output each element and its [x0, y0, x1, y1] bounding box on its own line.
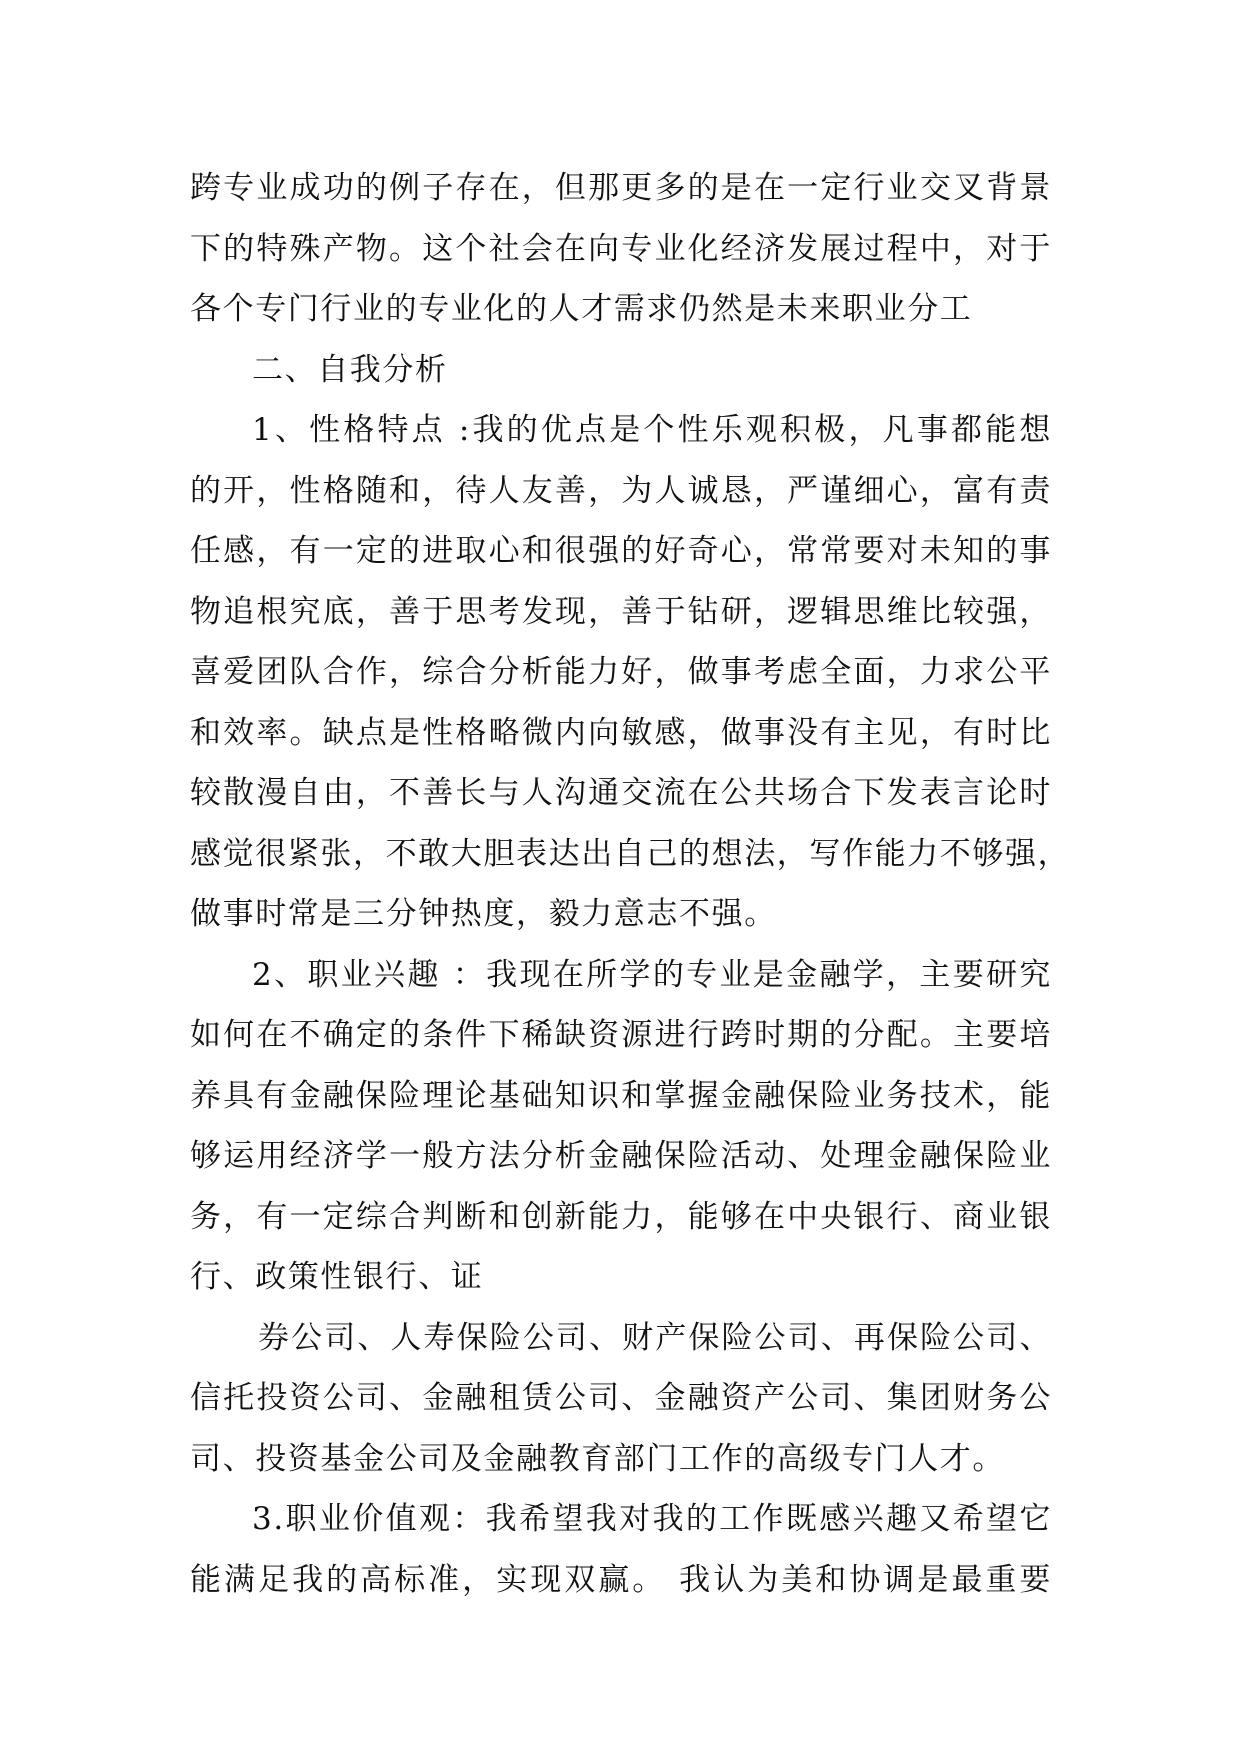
text-line: 和效率。缺点是性格略微内向敏感，做事没有主见，有时比 [190, 714, 1052, 751]
text-line: 能满足我的高标准，实现双赢。 我认为美和协调是最重要 [190, 1561, 1052, 1598]
text-line: 信托投资公司、金融租赁公司、金融资产公司、集团财务公 [190, 1380, 1052, 1416]
text-line: 券公司、人寿保险公司、财产保险公司、再保险公司、 [258, 1319, 1052, 1356]
text-line: 养具有金融保险理论基础知识和掌握金融保险业务技术，能 [190, 1077, 1052, 1114]
text-line: 1、性格特点 :我的优点是个性乐观积极，凡事都能想 [252, 412, 1052, 448]
text-line: 做事时常是三分钟热度，毅力意志不强。 [190, 896, 777, 932]
text-line: 各个专门行业的专业化的人才需求仍然是未来职业分工 [190, 291, 973, 327]
text-line: 的开，性格随和，待人友善，为人诚恳，严谨细心，富有责 [190, 472, 1052, 509]
text-line: 2、职业兴趣 ：我现在所学的专业是金融学，主要研究 [252, 956, 1052, 993]
section-heading: 二、自我分析 [252, 351, 448, 388]
text-line: 下的特殊产物。这个社会在向专业化经济发展过程中，对于 [190, 230, 1052, 267]
text-line: 够运用经济学一般方法分析金融保险活动、处理金融保险业 [190, 1138, 1052, 1174]
text-line: 3.职业价值观：我希望我对我的工作既感兴趣又希望它 [252, 1501, 1052, 1537]
text-line: 较散漫自由，不善长与人沟通交流在公共场合下发表言论时 [190, 775, 1052, 811]
document-body [190, 158, 1071, 1610]
text-line: 行、政策性银行、证 [190, 1259, 484, 1295]
text-line: 务，有一定综合判断和创新能力，能够在中央银行、商业银 [190, 1198, 1052, 1235]
text-line: 喜爱团队合作，综合分析能力好，做事考虑全面，力求公平 [190, 654, 1052, 690]
text-line: 跨专业成功的例子存在，但那更多的是在一定行业交叉背景 [190, 170, 1052, 206]
text-line: 任感，有一定的进取心和很强的好奇心，常常要对未知的事 [190, 533, 1052, 569]
text-line: 物追根究底，善于思考发现，善于钻研，逻辑思维比较强， [190, 593, 1052, 630]
text-line: 司、投资基金公司及金融教育部门工作的高级专门人才。 [190, 1440, 1005, 1477]
text-line: 感觉很紧张，不敢大胆表达出自己的想法，写作能力不够强， [190, 835, 1071, 872]
text-line: 如何在不确定的条件下稀缺资源进行跨时期的分配。主要培 [190, 1017, 1052, 1053]
